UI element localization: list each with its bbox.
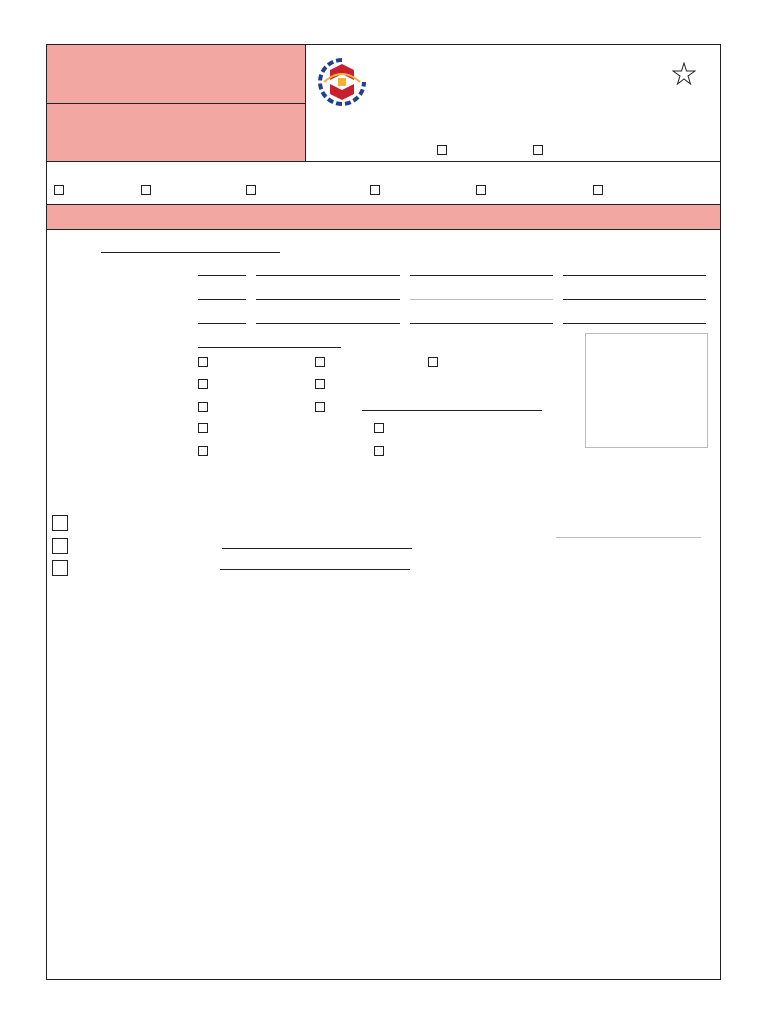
new-kyc-checkbox[interactable] <box>437 145 447 155</box>
kyc-mode-ekyc-otp-checkbox[interactable] <box>141 185 151 195</box>
maiden-middle-field[interactable] <box>410 299 553 300</box>
father-last-field[interactable] <box>563 323 706 324</box>
father-first-field[interactable] <box>256 323 400 324</box>
residential-foreign-checkbox[interactable] <box>198 446 208 456</box>
marital-single-checkbox[interactable] <box>198 379 208 389</box>
name-title-field[interactable] <box>198 275 246 276</box>
gender-female-checkbox[interactable] <box>315 357 325 367</box>
kyc-mode-digilocker-checkbox[interactable] <box>593 185 603 195</box>
marital-married-checkbox[interactable] <box>315 379 325 389</box>
identity-section-header <box>47 204 720 230</box>
father-title-field[interactable] <box>198 323 246 324</box>
kyc-mode-online-kyc-checkbox[interactable] <box>370 185 380 195</box>
maiden-last-field[interactable] <box>563 299 706 300</box>
kyc-mode-normal-checkbox[interactable] <box>54 185 64 195</box>
name-first-field[interactable] <box>256 275 400 276</box>
maiden-first-field[interactable] <box>256 299 400 300</box>
nationality-other-checkbox[interactable] <box>315 402 325 412</box>
father-middle-field[interactable] <box>410 323 553 324</box>
header-title-panel <box>47 45 305 103</box>
pan-field[interactable] <box>101 252 280 253</box>
photo-box[interactable] <box>585 333 708 448</box>
dob-field[interactable] <box>198 347 341 348</box>
cdsl-logo-icon <box>316 56 368 108</box>
star-icon <box>672 62 696 86</box>
nationality-indian-checkbox[interactable] <box>198 402 208 412</box>
nationality-other-field[interactable] <box>362 410 542 411</box>
header-instructions-panel <box>47 104 305 161</box>
poi-passport-field[interactable] <box>222 548 412 549</box>
poi-voter-field[interactable] <box>220 569 410 570</box>
name-last-field[interactable] <box>563 275 706 276</box>
residential-pio-checkbox[interactable] <box>374 446 384 456</box>
modification-kyc-checkbox[interactable] <box>533 145 543 155</box>
gender-transgender-checkbox[interactable] <box>428 357 438 367</box>
name-middle-field[interactable] <box>410 275 553 276</box>
poi-aadhaar-checkbox[interactable] <box>52 515 68 531</box>
kyc-mode-offline-ekyc-checkbox[interactable] <box>476 185 486 195</box>
residential-nri-checkbox[interactable] <box>374 423 384 433</box>
residential-resident-checkbox[interactable] <box>198 423 208 433</box>
poi-passport-expiry-field[interactable] <box>556 537 701 538</box>
kyc-mode-ekyc-biometric-checkbox[interactable] <box>246 185 256 195</box>
maiden-title-field[interactable] <box>198 299 246 300</box>
poi-passport-checkbox[interactable] <box>52 538 68 554</box>
poi-voter-checkbox[interactable] <box>52 560 68 576</box>
gender-male-checkbox[interactable] <box>198 357 208 367</box>
